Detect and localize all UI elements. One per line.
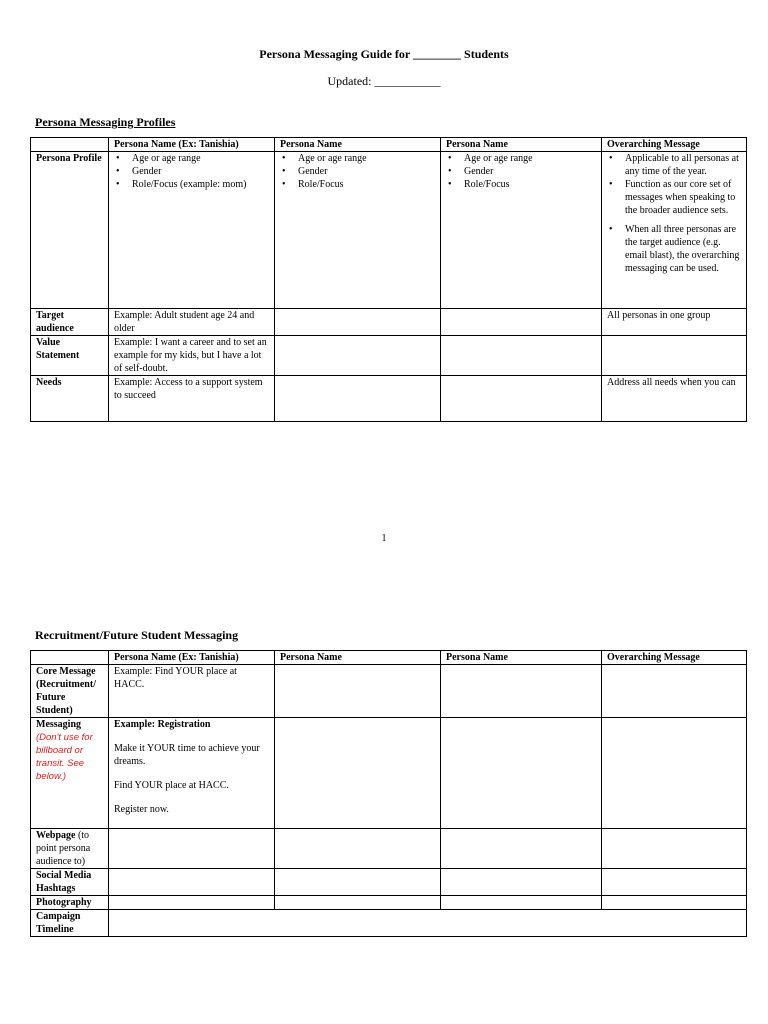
value-statement-cell-2 <box>275 336 441 376</box>
hashtags-cell-3 <box>441 869 602 896</box>
row-label-value-statement: Value Statement <box>31 336 109 376</box>
target-audience-cell-3 <box>441 309 602 336</box>
row-label-webpage: Webpage <box>36 830 76 841</box>
webpage-overarching-cell <box>602 829 747 869</box>
header-blank-cell <box>31 138 109 152</box>
photography-cell-3 <box>441 896 602 910</box>
row-label-campaign-timeline: Campaign Timeline <box>31 910 109 937</box>
list-item: • When all three personas are the target audience (e.g. email blast), the overarching messaging can be used. <box>625 223 741 275</box>
row-label-target-audience: Target audience <box>31 309 109 336</box>
list-item: • Gender <box>464 165 596 178</box>
needs-cell-2 <box>275 376 441 422</box>
profiles-heading: Persona Messaging Profiles <box>35 115 176 129</box>
table-row <box>31 829 747 869</box>
campaign-timeline-cell <box>109 910 747 937</box>
photography-overarching-cell <box>602 896 747 910</box>
page-number: 1 <box>381 533 387 544</box>
list-item: • Gender <box>132 165 269 178</box>
target-audience-cell-2 <box>275 309 441 336</box>
value-statement-cell-1: Example: I want a career and to set an example for my kids, but I have a lot of self-doubt. <box>109 336 275 376</box>
table-row <box>31 309 747 336</box>
row-label-webpage-detail: (to point persona audience to) <box>36 830 91 867</box>
table-row <box>31 152 747 309</box>
messaging-line: Make it YOUR time to achieve your dreams. <box>114 743 260 767</box>
core-message-overarching-cell <box>602 665 747 718</box>
messaging-overarching-cell <box>602 718 747 829</box>
header-blank-cell <box>31 651 109 665</box>
hashtags-cell-2 <box>275 869 441 896</box>
header-persona-name-2: Persona Name <box>275 138 441 152</box>
row-label-messaging: Messaging <box>36 719 81 730</box>
header-overarching-message: Overarching Message <box>602 138 747 152</box>
messaging-line: Find YOUR place at HACC. <box>114 780 229 791</box>
recruitment-heading: Recruitment/Future Student Messaging <box>35 628 239 642</box>
row-label-persona-profile: Persona Profile <box>31 152 109 309</box>
core-message-cell-3 <box>441 665 602 718</box>
table-row <box>31 665 747 718</box>
messaging-cell-3 <box>441 718 602 829</box>
list-item: • Role/Focus <box>464 178 596 191</box>
list-item: • Age or age range <box>464 152 596 165</box>
persona-profiles-table <box>30 137 747 422</box>
messaging-cell-1 <box>109 718 275 829</box>
photography-cell-1 <box>109 896 275 910</box>
header-persona-name-3: Persona Name <box>441 651 602 665</box>
persona-profile-cell-2 <box>275 152 441 309</box>
table-row <box>31 896 747 910</box>
table-row <box>31 869 747 896</box>
row-label-messaging-cell <box>31 718 109 829</box>
messaging-example-title: Example: Registration <box>114 719 211 730</box>
photography-cell-2 <box>275 896 441 910</box>
document-title: Persona Messaging Guide for ________ Students <box>259 47 509 61</box>
header-persona-name-example: Persona Name (Ex: Tanishia) <box>109 651 275 665</box>
table-row <box>31 910 747 937</box>
messaging-cell-2 <box>275 718 441 829</box>
row-label-core-message: Core Message (Recruitment/ Future Student) <box>31 665 109 718</box>
list-item: • Applicable to all personas at any time of the year. <box>625 152 741 178</box>
list-item: • Role/Focus <box>298 178 435 191</box>
needs-cell-1: Example: Access to a support system to succeed <box>109 376 275 422</box>
target-audience-cell-1: Example: Adult student age 24 and older <box>109 309 275 336</box>
webpage-cell-2 <box>275 829 441 869</box>
header-persona-name-example: Persona Name (Ex: Tanishia) <box>109 138 275 152</box>
core-message-cell-1: Example: Find YOUR place at HACC. <box>109 665 275 718</box>
table-row <box>31 336 747 376</box>
needs-overarching-cell: Address all needs when you can <box>602 376 747 422</box>
persona-profile-cell-1 <box>109 152 275 309</box>
recruitment-messaging-table <box>30 650 747 937</box>
hashtags-overarching-cell <box>602 869 747 896</box>
list-item: • Gender <box>298 165 435 178</box>
table-row <box>31 718 747 829</box>
core-message-cell-2 <box>275 665 441 718</box>
header-overarching-message: Overarching Message <box>602 651 747 665</box>
table-header-row <box>31 651 747 665</box>
row-label-webpage-cell <box>31 829 109 869</box>
list-item: • Role/Focus (example: mom) <box>132 178 269 191</box>
row-label-needs: Needs <box>31 376 109 422</box>
messaging-usage-note: (Don't use for billboard or transit. See below.) <box>36 732 93 782</box>
persona-profile-cell-3 <box>441 152 602 309</box>
hashtags-cell-1 <box>109 869 275 896</box>
header-persona-name-2: Persona Name <box>275 651 441 665</box>
list-item: • Age or age range <box>298 152 435 165</box>
list-item: • Age or age range <box>132 152 269 165</box>
table-header-row <box>31 138 747 152</box>
header-persona-name-3: Persona Name <box>441 138 602 152</box>
value-statement-cell-3 <box>441 336 602 376</box>
row-label-photography: Photography <box>31 896 109 910</box>
needs-cell-3 <box>441 376 602 422</box>
messaging-line: Register now. <box>114 804 169 815</box>
webpage-cell-3 <box>441 829 602 869</box>
updated-line: Updated: ___________ <box>327 74 441 88</box>
webpage-cell-1 <box>109 829 275 869</box>
persona-profile-overarching-cell <box>602 152 747 309</box>
row-label-hashtags: Social Media Hashtags <box>31 869 109 896</box>
target-audience-overarching-cell: All personas in one group <box>602 309 747 336</box>
value-statement-overarching-cell <box>602 336 747 376</box>
list-item: • Function as our core set of messages when speaking to the broader audience sets. <box>625 178 741 217</box>
table-row <box>31 376 747 422</box>
